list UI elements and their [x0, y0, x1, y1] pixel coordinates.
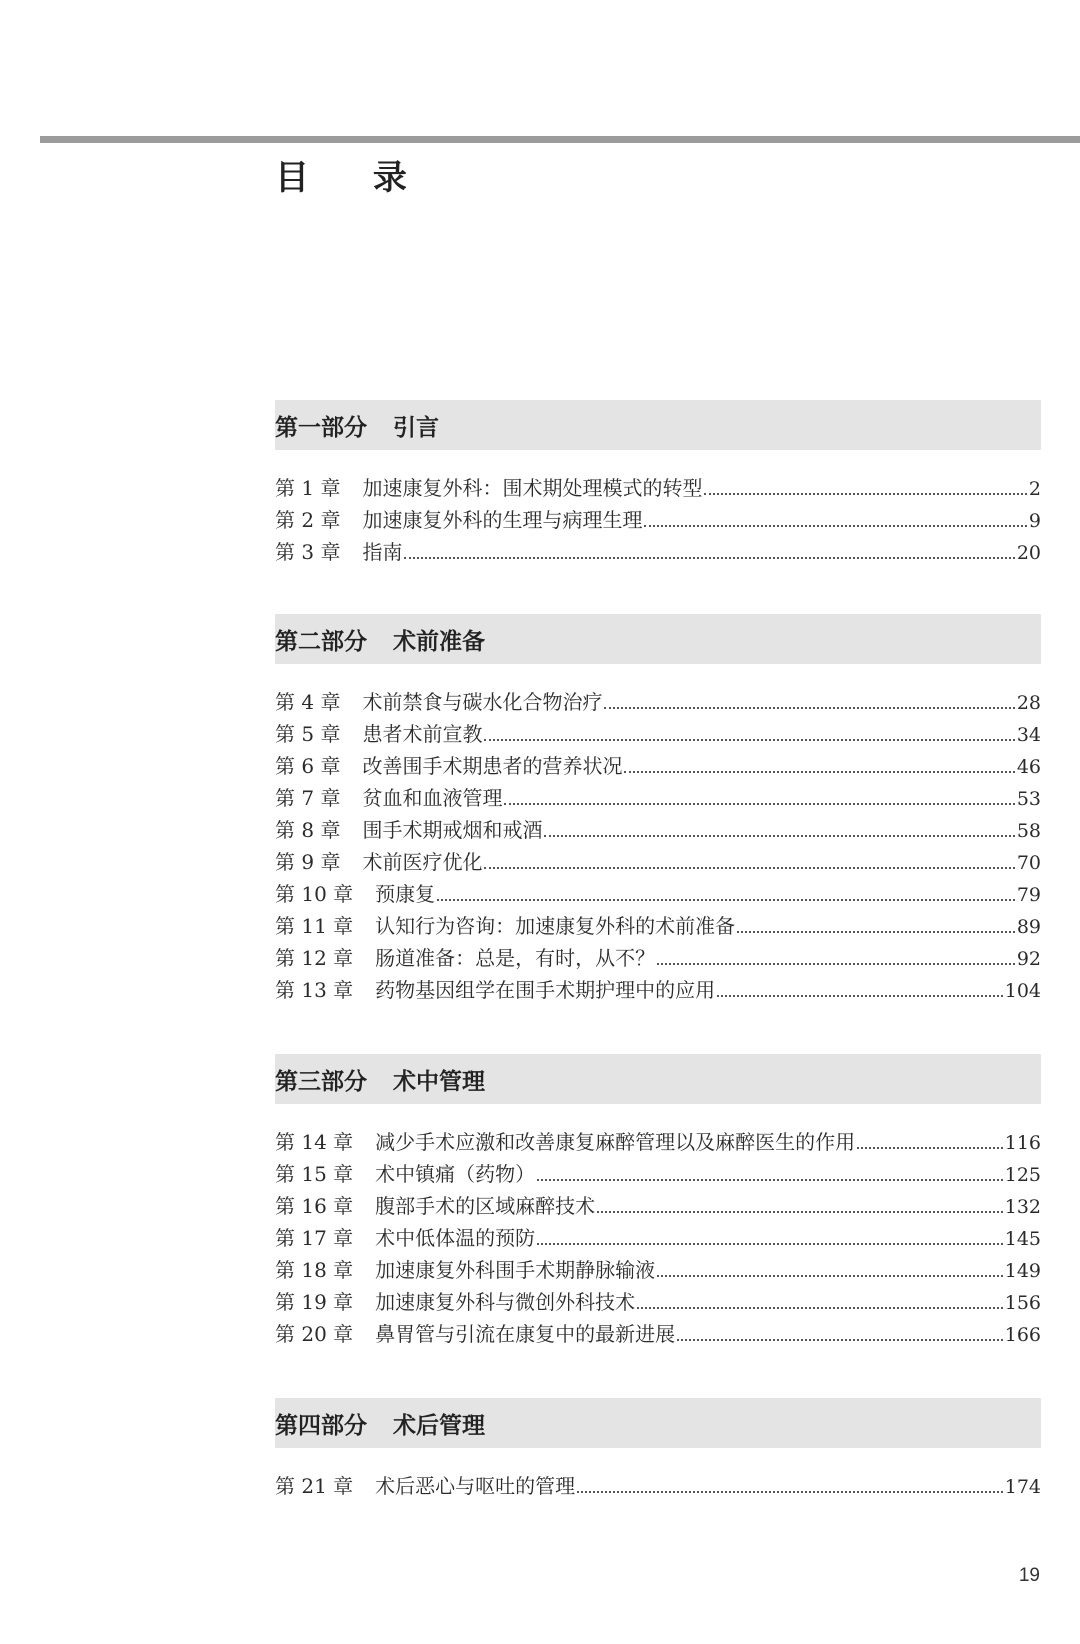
- chapter-label: 第 5 章: [275, 722, 341, 746]
- chapter-title: 术中镇痛（药物）: [375, 1162, 536, 1186]
- chapter-title: 指南: [362, 540, 403, 564]
- dot-leader: [657, 1275, 1003, 1277]
- chapter-page-number: 125: [1004, 1164, 1041, 1186]
- part-label: 第四部分: [275, 1412, 367, 1439]
- chapter-entry[interactable]: [275, 1254, 1041, 1286]
- dot-leader: [624, 771, 1014, 773]
- chapter-title: 术前医疗优化: [362, 850, 483, 874]
- part-name: 术前准备: [393, 628, 485, 655]
- chapter-page-number: 53: [1016, 788, 1041, 810]
- part-3: [275, 1054, 1041, 1350]
- chapter-title: 术中低体温的预防: [375, 1226, 536, 1250]
- chapter-page-number: 145: [1004, 1228, 1041, 1250]
- part-header: [275, 614, 1041, 664]
- chapter-label: 第 12 章: [275, 946, 354, 970]
- dot-leader: [604, 707, 1014, 709]
- dot-leader: [484, 867, 1014, 869]
- chapter-title: 患者术前宣教: [362, 722, 483, 746]
- part-header: [275, 1054, 1041, 1104]
- chapter-page-number: 58: [1016, 820, 1041, 842]
- chapter-label: 第 10 章: [275, 882, 354, 906]
- chapter-title: 减少手术应激和改善康复麻醉管理以及麻醉医生的作用: [375, 1130, 856, 1154]
- chapter-page-number: 2: [1028, 478, 1041, 500]
- page-number: 19: [1018, 1565, 1040, 1586]
- chapter-title: 术前禁食与碳水化合物治疗: [362, 690, 603, 714]
- chapter-page-number: 149: [1004, 1260, 1041, 1282]
- chapter-title: 术后恶心与呕吐的管理: [375, 1474, 576, 1498]
- chapter-entry[interactable]: [275, 814, 1041, 846]
- chapter-title: 加速康复外科与微创外科技术: [375, 1290, 636, 1314]
- chapter-entry[interactable]: [275, 942, 1041, 974]
- chapter-entry[interactable]: [275, 718, 1041, 750]
- chapter-title: 鼻胃管与引流在康复中的最新进展: [375, 1322, 676, 1346]
- chapter-entry[interactable]: [275, 878, 1041, 910]
- chapter-title: 肠道准备：总是，有时，从不？: [375, 946, 656, 970]
- chapter-entry[interactable]: [275, 1158, 1041, 1190]
- dot-leader: [597, 1211, 1003, 1213]
- dot-leader: [644, 525, 1026, 527]
- dot-leader: [504, 803, 1014, 805]
- chapter-page-number: 20: [1016, 542, 1041, 564]
- part-4: [275, 1398, 1041, 1502]
- chapter-list: [275, 1104, 1041, 1350]
- chapter-label: 第 19 章: [275, 1290, 354, 1314]
- dot-leader: [537, 1243, 1003, 1245]
- page-title: 目 录: [275, 158, 433, 198]
- chapter-label: 第 9 章: [275, 850, 341, 874]
- chapter-title: 围手术期戒烟和戒酒: [362, 818, 543, 842]
- chapter-page-number: 116: [1004, 1132, 1041, 1154]
- chapter-label: 第 20 章: [275, 1322, 354, 1346]
- chapter-list: [275, 664, 1041, 1006]
- chapter-page-number: 89: [1016, 916, 1041, 938]
- chapter-entry[interactable]: [275, 846, 1041, 878]
- chapter-label: 第 21 章: [275, 1474, 354, 1498]
- dot-leader: [704, 493, 1026, 495]
- chapter-page-number: 70: [1016, 852, 1041, 874]
- part-name: 术中管理: [393, 1068, 485, 1095]
- chapter-page-number: 174: [1004, 1476, 1041, 1498]
- chapter-title: 腹部手术的区域麻醉技术: [375, 1194, 596, 1218]
- chapter-entry[interactable]: [275, 910, 1041, 942]
- dot-leader: [537, 1179, 1003, 1181]
- chapter-entry[interactable]: [275, 1286, 1041, 1318]
- chapter-list: [275, 1448, 1041, 1502]
- chapter-entry[interactable]: [275, 750, 1041, 782]
- chapter-page-number: 104: [1004, 980, 1041, 1002]
- chapter-label: 第 1 章: [275, 476, 341, 500]
- chapter-page-number: 46: [1016, 756, 1041, 778]
- chapter-label: 第 7 章: [275, 786, 341, 810]
- chapter-page-number: 79: [1016, 884, 1041, 906]
- chapter-title: 贫血和血液管理: [362, 786, 503, 810]
- chapter-title: 加速康复外科围手术期静脉输液: [375, 1258, 656, 1282]
- part-name: 术后管理: [393, 1412, 485, 1439]
- dot-leader: [637, 1307, 1003, 1309]
- chapter-label: 第 11 章: [275, 914, 354, 938]
- part-label: 第三部分: [275, 1068, 367, 1095]
- dot-leader: [857, 1147, 1003, 1149]
- chapter-entry[interactable]: [275, 782, 1041, 814]
- part-header: [275, 400, 1041, 450]
- chapter-label: 第 6 章: [275, 754, 341, 778]
- chapter-page-number: 156: [1004, 1292, 1041, 1314]
- chapter-page-number: 92: [1016, 948, 1041, 970]
- dot-leader: [544, 835, 1014, 837]
- chapter-label: 第 8 章: [275, 818, 341, 842]
- chapter-label: 第 4 章: [275, 690, 341, 714]
- chapter-entry[interactable]: [275, 1126, 1041, 1158]
- dot-leader: [737, 931, 1015, 933]
- dot-leader: [484, 739, 1014, 741]
- dot-leader: [657, 963, 1015, 965]
- dot-leader: [717, 995, 1003, 997]
- chapter-entry[interactable]: [275, 1190, 1041, 1222]
- table-of-contents: [275, 400, 1041, 1502]
- chapter-label: 第 14 章: [275, 1130, 354, 1154]
- chapter-page-number: 28: [1016, 692, 1041, 714]
- chapter-entry[interactable]: [275, 686, 1041, 718]
- part-1: [275, 400, 1041, 568]
- chapter-title: 药物基因组学在围手术期护理中的应用: [375, 978, 716, 1002]
- chapter-entry[interactable]: [275, 974, 1041, 1006]
- chapter-entry[interactable]: [275, 504, 1041, 536]
- chapter-page-number: 132: [1004, 1196, 1041, 1218]
- dot-leader: [677, 1339, 1003, 1341]
- part-header: [275, 1398, 1041, 1448]
- chapter-label: 第 13 章: [275, 978, 354, 1002]
- dot-leader: [404, 557, 1014, 559]
- chapter-entry[interactable]: [275, 472, 1041, 504]
- chapter-title: 加速康复外科的生理与病理生理: [362, 508, 643, 532]
- part-name: 引言: [393, 414, 439, 441]
- chapter-title: 改善围手术期患者的营养状况: [362, 754, 623, 778]
- chapter-title: 预康复: [375, 882, 436, 906]
- chapter-page-number: 34: [1016, 724, 1041, 746]
- chapter-page-number: 166: [1004, 1324, 1041, 1346]
- dot-leader: [437, 899, 1015, 901]
- chapter-title: 认知行为咨询：加速康复外科的术前准备: [375, 914, 736, 938]
- chapter-label: 第 17 章: [275, 1226, 354, 1250]
- chapter-entry[interactable]: [275, 536, 1041, 568]
- chapter-page-number: 9: [1028, 510, 1041, 532]
- chapter-entry[interactable]: [275, 1470, 1041, 1502]
- chapter-label: 第 18 章: [275, 1258, 354, 1282]
- chapter-entry[interactable]: [275, 1222, 1041, 1254]
- chapter-label: 第 16 章: [275, 1194, 354, 1218]
- top-rule: [40, 136, 1080, 143]
- dot-leader: [577, 1491, 1003, 1493]
- part-spacer: [275, 568, 1041, 614]
- chapter-list: [275, 450, 1041, 568]
- chapter-entry[interactable]: [275, 1318, 1041, 1350]
- chapter-title: 加速康复外科：围术期处理模式的转型: [362, 476, 703, 500]
- part-spacer: [275, 1006, 1041, 1054]
- part-spacer: [275, 1350, 1041, 1398]
- chapter-label: 第 3 章: [275, 540, 341, 564]
- part-2: [275, 614, 1041, 1006]
- part-label: 第一部分: [275, 414, 367, 441]
- chapter-label: 第 15 章: [275, 1162, 354, 1186]
- part-label: 第二部分: [275, 628, 367, 655]
- chapter-label: 第 2 章: [275, 508, 341, 532]
